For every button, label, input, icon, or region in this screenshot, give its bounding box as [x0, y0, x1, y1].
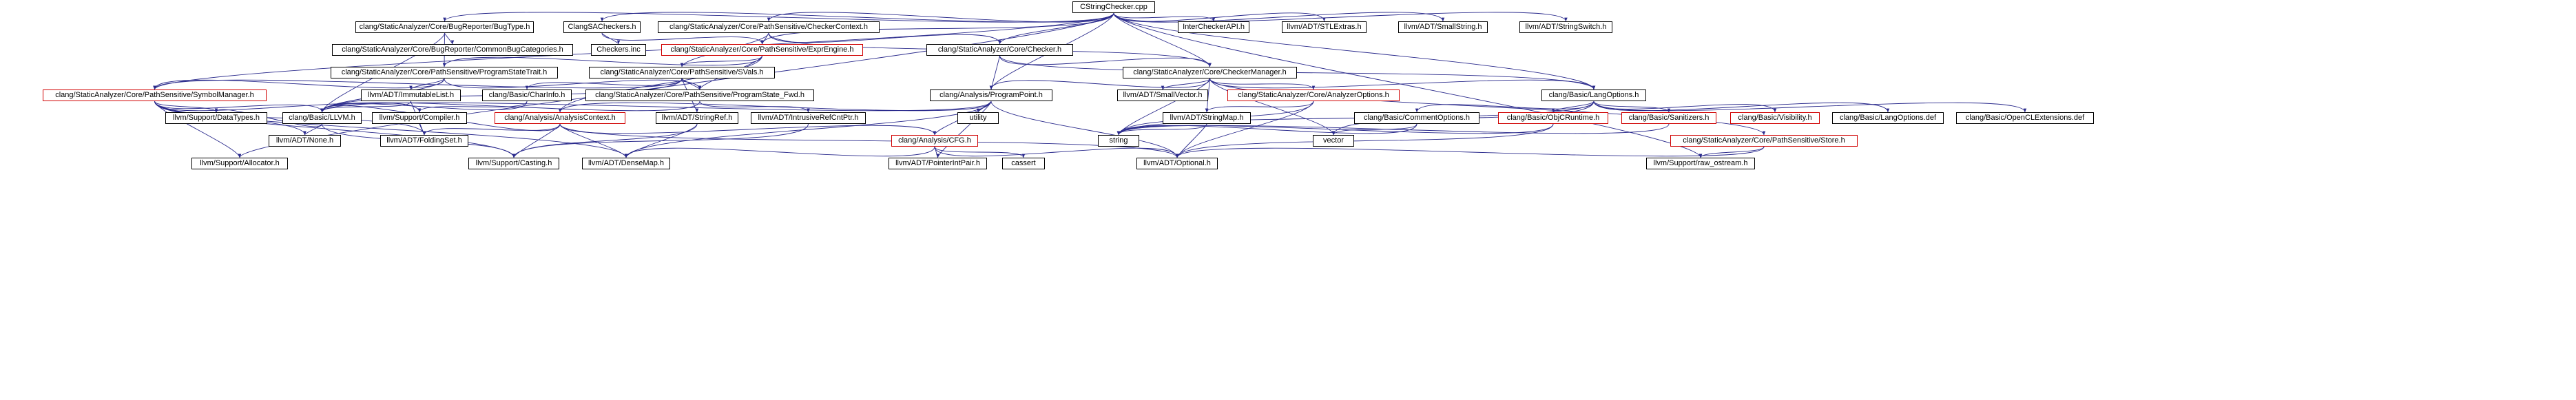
graph-node[interactable]: InterCheckerAPI.h	[1178, 21, 1249, 33]
graph-node[interactable]: llvm/Support/Casting.h	[468, 158, 559, 169]
graph-node[interactable]: llvm/ADT/IntrusiveRefCntPtr.h	[751, 112, 866, 124]
graph-node[interactable]: llvm/Support/raw_ostream.h	[1646, 158, 1755, 169]
graph-node[interactable]: clang/Basic/CharInfo.h	[482, 90, 572, 101]
graph-node[interactable]: vector	[1313, 135, 1354, 147]
graph-node[interactable]: clang/Basic/LangOptions.h	[1541, 90, 1646, 101]
graph-node[interactable]: clang/StaticAnalyzer/Core/PathSensitive/SymbolManager.h	[43, 90, 267, 101]
graph-node[interactable]: llvm/ADT/None.h	[269, 135, 341, 147]
graph-node[interactable]: utility	[957, 112, 999, 124]
graph-node[interactable]: clang/Basic/LLVM.h	[282, 112, 362, 124]
graph-node[interactable]: llvm/ADT/ImmutableList.h	[361, 90, 461, 101]
graph-node[interactable]: clang/StaticAnalyzer/Core/PathSensitive/ProgramState_Fwd.h	[585, 90, 814, 101]
graph-node[interactable]: clang/StaticAnalyzer/Core/AnalyzerOptions.h	[1227, 90, 1400, 101]
graph-node[interactable]: clang/Basic/Sanitizers.h	[1621, 112, 1716, 124]
graph-node[interactable]: clang/StaticAnalyzer/Core/PathSensitive/CheckerContext.h	[658, 21, 880, 33]
graph-node[interactable]: clang/Basic/CommentOptions.h	[1354, 112, 1479, 124]
graph-node[interactable]: clang/StaticAnalyzer/Core/PathSensitive/ExprEngine.h	[661, 44, 863, 56]
graph-node[interactable]: llvm/Support/DataTypes.h	[165, 112, 267, 124]
graph-node[interactable]: clang/Analysis/ProgramPoint.h	[930, 90, 1052, 101]
graph-node[interactable]: llvm/ADT/STLExtras.h	[1282, 21, 1367, 33]
graph-node[interactable]: clang/Basic/OpenCLExtensions.def	[1956, 112, 2094, 124]
graph-node[interactable]: clang/StaticAnalyzer/Core/PathSensitive/Store.h	[1670, 135, 1858, 147]
graph-node[interactable]: clang/Basic/LangOptions.def	[1832, 112, 1944, 124]
graph-node[interactable]: clang/Basic/Visibility.h	[1730, 112, 1820, 124]
graph-node[interactable]: clang/StaticAnalyzer/Core/PathSensitive/ProgramStateTrait.h	[331, 67, 558, 78]
graph-node[interactable]: llvm/ADT/Optional.h	[1136, 158, 1218, 169]
graph-node[interactable]: llvm/Support/Allocator.h	[191, 158, 288, 169]
graph-node[interactable]: clang/Basic/ObjCRuntime.h	[1498, 112, 1608, 124]
graph-node[interactable]: llvm/ADT/FoldingSet.h	[380, 135, 468, 147]
graph-node[interactable]: llvm/ADT/SmallVector.h	[1117, 90, 1208, 101]
graph-node[interactable]: llvm/ADT/StringSwitch.h	[1519, 21, 1612, 33]
graph-node[interactable]: llvm/Support/Compiler.h	[372, 112, 467, 124]
graph-node[interactable]: llvm/ADT/StringMap.h	[1163, 112, 1251, 124]
graph-node[interactable]: clang/Analysis/AnalysisContext.h	[495, 112, 625, 124]
graph-node[interactable]: clang/StaticAnalyzer/Core/CheckerManager.h	[1123, 67, 1297, 78]
graph-node[interactable]: ClangSACheckers.h	[563, 21, 641, 33]
graph-node[interactable]: llvm/ADT/PointerIntPair.h	[889, 158, 987, 169]
graph-node[interactable]: clang/Analysis/CFG.h	[891, 135, 978, 147]
graph-node[interactable]: CStringChecker.cpp	[1072, 1, 1155, 13]
graph-node[interactable]: clang/StaticAnalyzer/Core/BugReporter/BugType.h	[355, 21, 534, 33]
graph-node[interactable]: cassert	[1002, 158, 1045, 169]
graph-node[interactable]: llvm/ADT/StringRef.h	[656, 112, 738, 124]
graph-node[interactable]: llvm/ADT/DenseMap.h	[582, 158, 670, 169]
graph-node[interactable]: clang/StaticAnalyzer/Core/PathSensitive/SVals.h	[589, 67, 775, 78]
graph-node[interactable]: llvm/ADT/SmallString.h	[1398, 21, 1488, 33]
graph-node[interactable]: clang/StaticAnalyzer/Core/Checker.h	[926, 44, 1073, 56]
graph-node[interactable]: clang/StaticAnalyzer/Core/BugReporter/CommonBugCategories.h	[332, 44, 573, 56]
graph-node[interactable]: string	[1098, 135, 1139, 147]
graph-node[interactable]: Checkers.inc	[591, 44, 646, 56]
